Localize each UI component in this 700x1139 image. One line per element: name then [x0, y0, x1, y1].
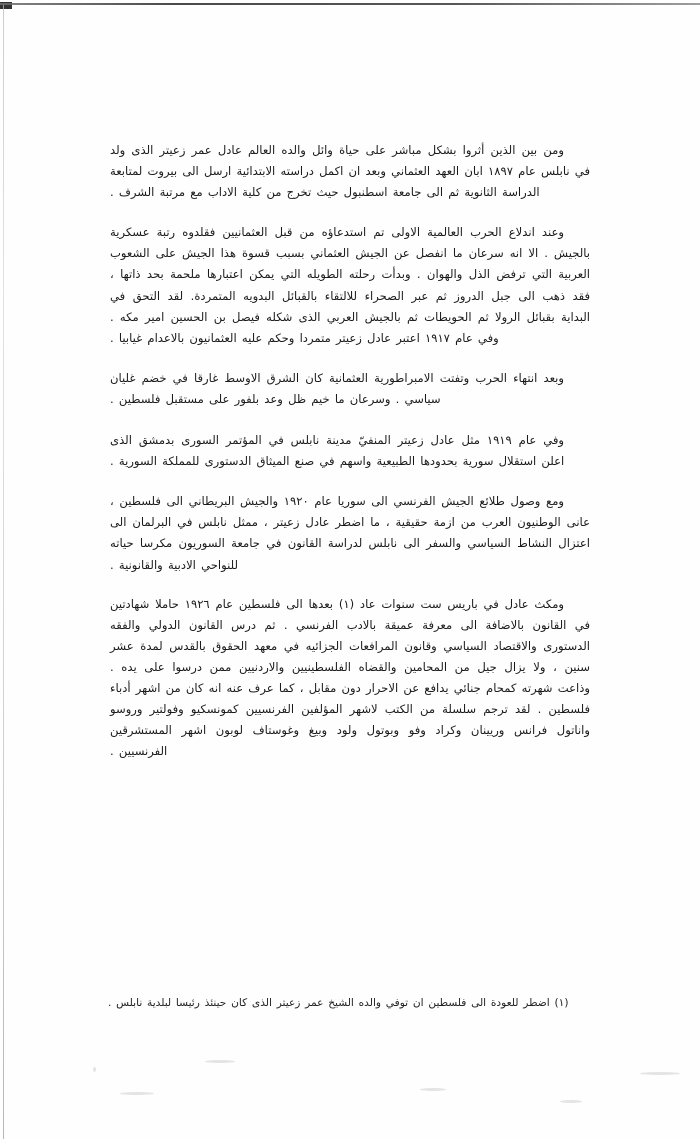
- scan-top-edge-artifact: [0, 3, 700, 5]
- footnote-text: (١) اضطر للعودة الى فلسطين ان توفي والده الشيخ عمر زعيتر الذى كان حينئذ رئيسا لبلدية نابلس .: [108, 997, 569, 1009]
- document-body: [110, 140, 590, 781]
- paragraph: ومن بين الذين أثروا بشكل مباشر على حياة وائل والده العالم عادل عمر زعيتر الذى ولد في نابلس عام ١٨٩٧ ابان العهد العثماني وبعد ان اكمل دراسته الابتدائية ارسل الى بيروت لمتابعة الدراسة الثانوية ثم الى جامعة اسطنبول حيث تخرج من كلية الاداب مع مرتبة الشرف .: [110, 143, 590, 200]
- scan-speck-icon: [205, 1060, 235, 1063]
- footnote-section: [108, 994, 590, 1013]
- scan-speck-icon: [93, 1067, 96, 1072]
- scan-speck-icon: [560, 1100, 582, 1103]
- paragraph: ومكث عادل في باريس ست سنوات عاد (١) بعدها الى فلسطين عام ١٩٢٦ حاملا شهادتين في القانون بالاضافة الى معرفة عميقة بالادب الفرنسي . ثم درس القانون الدولي والفقه الدستورى والاقتصاد السياسي وقانون المرافعات الجزائيه في معهد الحقوق بالقدس لمدة عشر سنين ، ولا يزال جيل من المحامين والقضاه الفلسطينيين والاردنيين ممن درسوا على يده . وذاعت شهرته كمحام جنائي يدافع عن الاحرار دون مقابل ، كما عرف عنه انه كان من اشهر أدباء فلسطين . لقد ترجم سلسلة من الكتب لاشهر المؤلفين الفرنسيين كمونسكيو وفولتير وروسو واناتول فرانس وريينان وكراد وفو وبوتول ولود وبيغ وغوستاف لوبون اشهر المستشرقين الفرنسيين .: [110, 596, 590, 759]
- paragraph: ومع وصول طلائع الجيش الفرنسي الى سوريا عام ١٩٢٠ والجيش البريطاني الى فلسطين ، عانى الوطنيون العرب من ازمة حقيقية ، ما اضطر عادل زعيتر ، ممثل نابلس في البرلمان الى اعتزال النشاط السياسي والسفر الى نابلس لدراسة القانون في جامعة السوريون مكرسا حياته للنواحي الادبية والقانونية .: [110, 494, 590, 572]
- scan-speck-icon: [120, 1092, 154, 1095]
- paragraph: وعند اندلاع الحرب العالمية الاولى تم استدعاؤه من قبل العثمانيين فقلدوه رتبة عسكرية بالجيش . الا انه سرعان ما انفصل عن الجيش العثماني بسبب قسوة هذا الجيش على الشعوب العربية التي ترفض الذل والهوان . وبدأت رحلته الطويله التي يمكن اعتبارها ملحمة بحد ذاتها ، فقد ذهب الى جبل الدروز ثم عبر الصحراء للالتقاء بالقبائل البدويه المتمردة. لقد التحق في البداية بقبائل الرولا ثم الحويطات ثم بالجيش العربي الذى شكله فيصل بن الحسين امير مكه . وفي عام ١٩١٧ اعتبر عادل زعيتر متمردا وحكم عليه العثمانيون بالاعدام غيابيا .: [110, 225, 590, 345]
- paragraph: وفي عام ١٩١٩ مثل عادل زعيتر المنفيّ مدينة نابلس في المؤتمر السورى بدمشق الذى اعلن استقلال سورية بحدودها الطبيعية واسهم في صنع الميثاق الدستورى للمملكة السورية .: [110, 433, 565, 469]
- scan-speck-icon: [640, 1072, 680, 1075]
- scan-left-edge-artifact: [3, 5, 4, 1139]
- paragraph: وبعد انتهاء الحرب وتفتت الامبراطورية العثمانية كان الشرق الاوسط غارقا في خضم غليان سياسي . وسرعان ما خيم ظل وعد بلفور على مستقبل فلسطين .: [110, 370, 564, 406]
- scan-speck-icon: [420, 1088, 446, 1091]
